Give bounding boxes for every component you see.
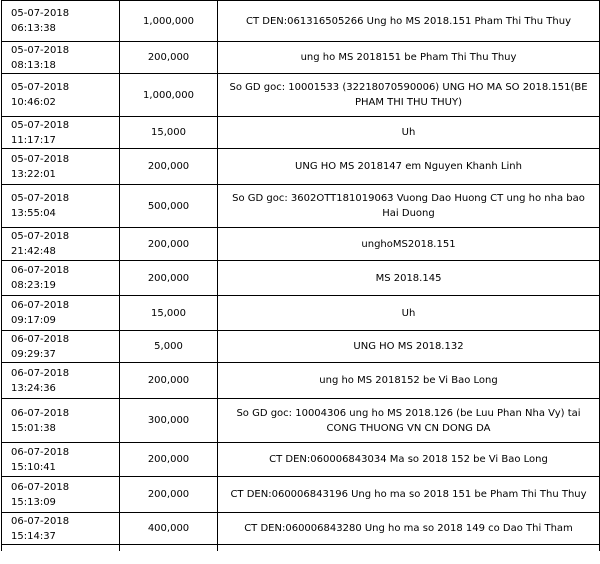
date-cell: 05-07-2018 21:42:48 <box>2 228 120 261</box>
empty-cell <box>218 545 600 551</box>
date-cell: 05-07-2018 13:55:04 <box>2 185 120 228</box>
empty-cell <box>2 545 120 551</box>
date-cell: 05-07-2018 08:13:18 <box>2 42 120 74</box>
table-row <box>2 331 600 363</box>
description-cell: So GD goc: 10004306 ung ho MS 2018.126 (be Luu Phan Nha Vy) tai CONG THUONG VN CN DONG DA <box>218 399 600 443</box>
description-cell: CT DEN:060006843196 Ung ho ma so 2018 151 be Pham Thi Thu Thuy <box>218 477 600 513</box>
table-row <box>2 363 600 399</box>
table-row <box>2 477 600 513</box>
table-row <box>2 185 600 228</box>
date-cell: 06-07-2018 13:24:36 <box>2 363 120 399</box>
amount-cell: 200,000 <box>120 42 218 74</box>
table-row-partial <box>2 545 600 551</box>
description-cell: CT DEN:060006843280 Ung ho ma so 2018 149 co Dao Thi Tham <box>218 513 600 545</box>
date-cell: 06-07-2018 09:29:37 <box>2 331 120 363</box>
table-row <box>2 228 600 261</box>
date-cell: 06-07-2018 15:01:38 <box>2 399 120 443</box>
date-cell: 06-07-2018 15:10:41 <box>2 443 120 477</box>
amount-cell: 200,000 <box>120 363 218 399</box>
amount-cell: 200,000 <box>120 477 218 513</box>
description-cell: So GD goc: 3602OTT181019063 Vuong Dao Huong CT ung ho nha bao Hai Duong <box>218 185 600 228</box>
amount-cell: 1,000,000 <box>120 1 218 42</box>
date-cell: 06-07-2018 08:23:19 <box>2 261 120 296</box>
description-cell: ung ho MS 2018152 be Vi Bao Long <box>218 363 600 399</box>
amount-cell: 15,000 <box>120 117 218 149</box>
amount-cell: 300,000 <box>120 399 218 443</box>
date-cell: 05-07-2018 11:17:17 <box>2 117 120 149</box>
amount-cell: 15,000 <box>120 296 218 331</box>
amount-cell: 400,000 <box>120 513 218 545</box>
description-cell: Uh <box>218 296 600 331</box>
description-cell: UNG HO MS 2018.132 <box>218 331 600 363</box>
amount-cell: 5,000 <box>120 331 218 363</box>
description-cell: unghoMS2018.151 <box>218 228 600 261</box>
table-row <box>2 1 600 42</box>
description-cell: ung ho MS 2018151 be Pham Thi Thu Thuy <box>218 42 600 74</box>
transactions-body <box>2 1 600 551</box>
table-row <box>2 399 600 443</box>
transactions-table <box>1 0 600 551</box>
date-cell: 05-07-2018 13:22:01 <box>2 149 120 185</box>
table-row <box>2 443 600 477</box>
amount-cell: 1,000,000 <box>120 74 218 117</box>
date-cell: 05-07-2018 06:13:38 <box>2 1 120 42</box>
date-cell: 06-07-2018 15:14:37 <box>2 513 120 545</box>
date-cell: 06-07-2018 09:17:09 <box>2 296 120 331</box>
amount-cell: 200,000 <box>120 443 218 477</box>
table-row <box>2 513 600 545</box>
description-cell: CT DEN:061316505266 Ung ho MS 2018.151 Pham Thi Thu Thuy <box>218 1 600 42</box>
description-cell: CT DEN:060006843034 Ma so 2018 152 be Vi Bao Long <box>218 443 600 477</box>
table-row <box>2 149 600 185</box>
date-cell: 06-07-2018 15:13:09 <box>2 477 120 513</box>
description-cell: UNG HO MS 2018147 em Nguyen Khanh Linh <box>218 149 600 185</box>
table-row <box>2 74 600 117</box>
amount-cell: 500,000 <box>120 185 218 228</box>
amount-cell: 200,000 <box>120 261 218 296</box>
table-row <box>2 117 600 149</box>
amount-cell: 200,000 <box>120 149 218 185</box>
description-cell: Uh <box>218 117 600 149</box>
amount-cell: 200,000 <box>120 228 218 261</box>
table-row <box>2 296 600 331</box>
table-row <box>2 261 600 296</box>
description-cell: So GD goc: 10001533 (32218070590006) UNG HO MA SO 2018.151(BE PHAM THI THU THUY) <box>218 74 600 117</box>
table-row <box>2 42 600 74</box>
description-cell: MS 2018.145 <box>218 261 600 296</box>
empty-cell <box>120 545 218 551</box>
date-cell: 05-07-2018 10:46:02 <box>2 74 120 117</box>
